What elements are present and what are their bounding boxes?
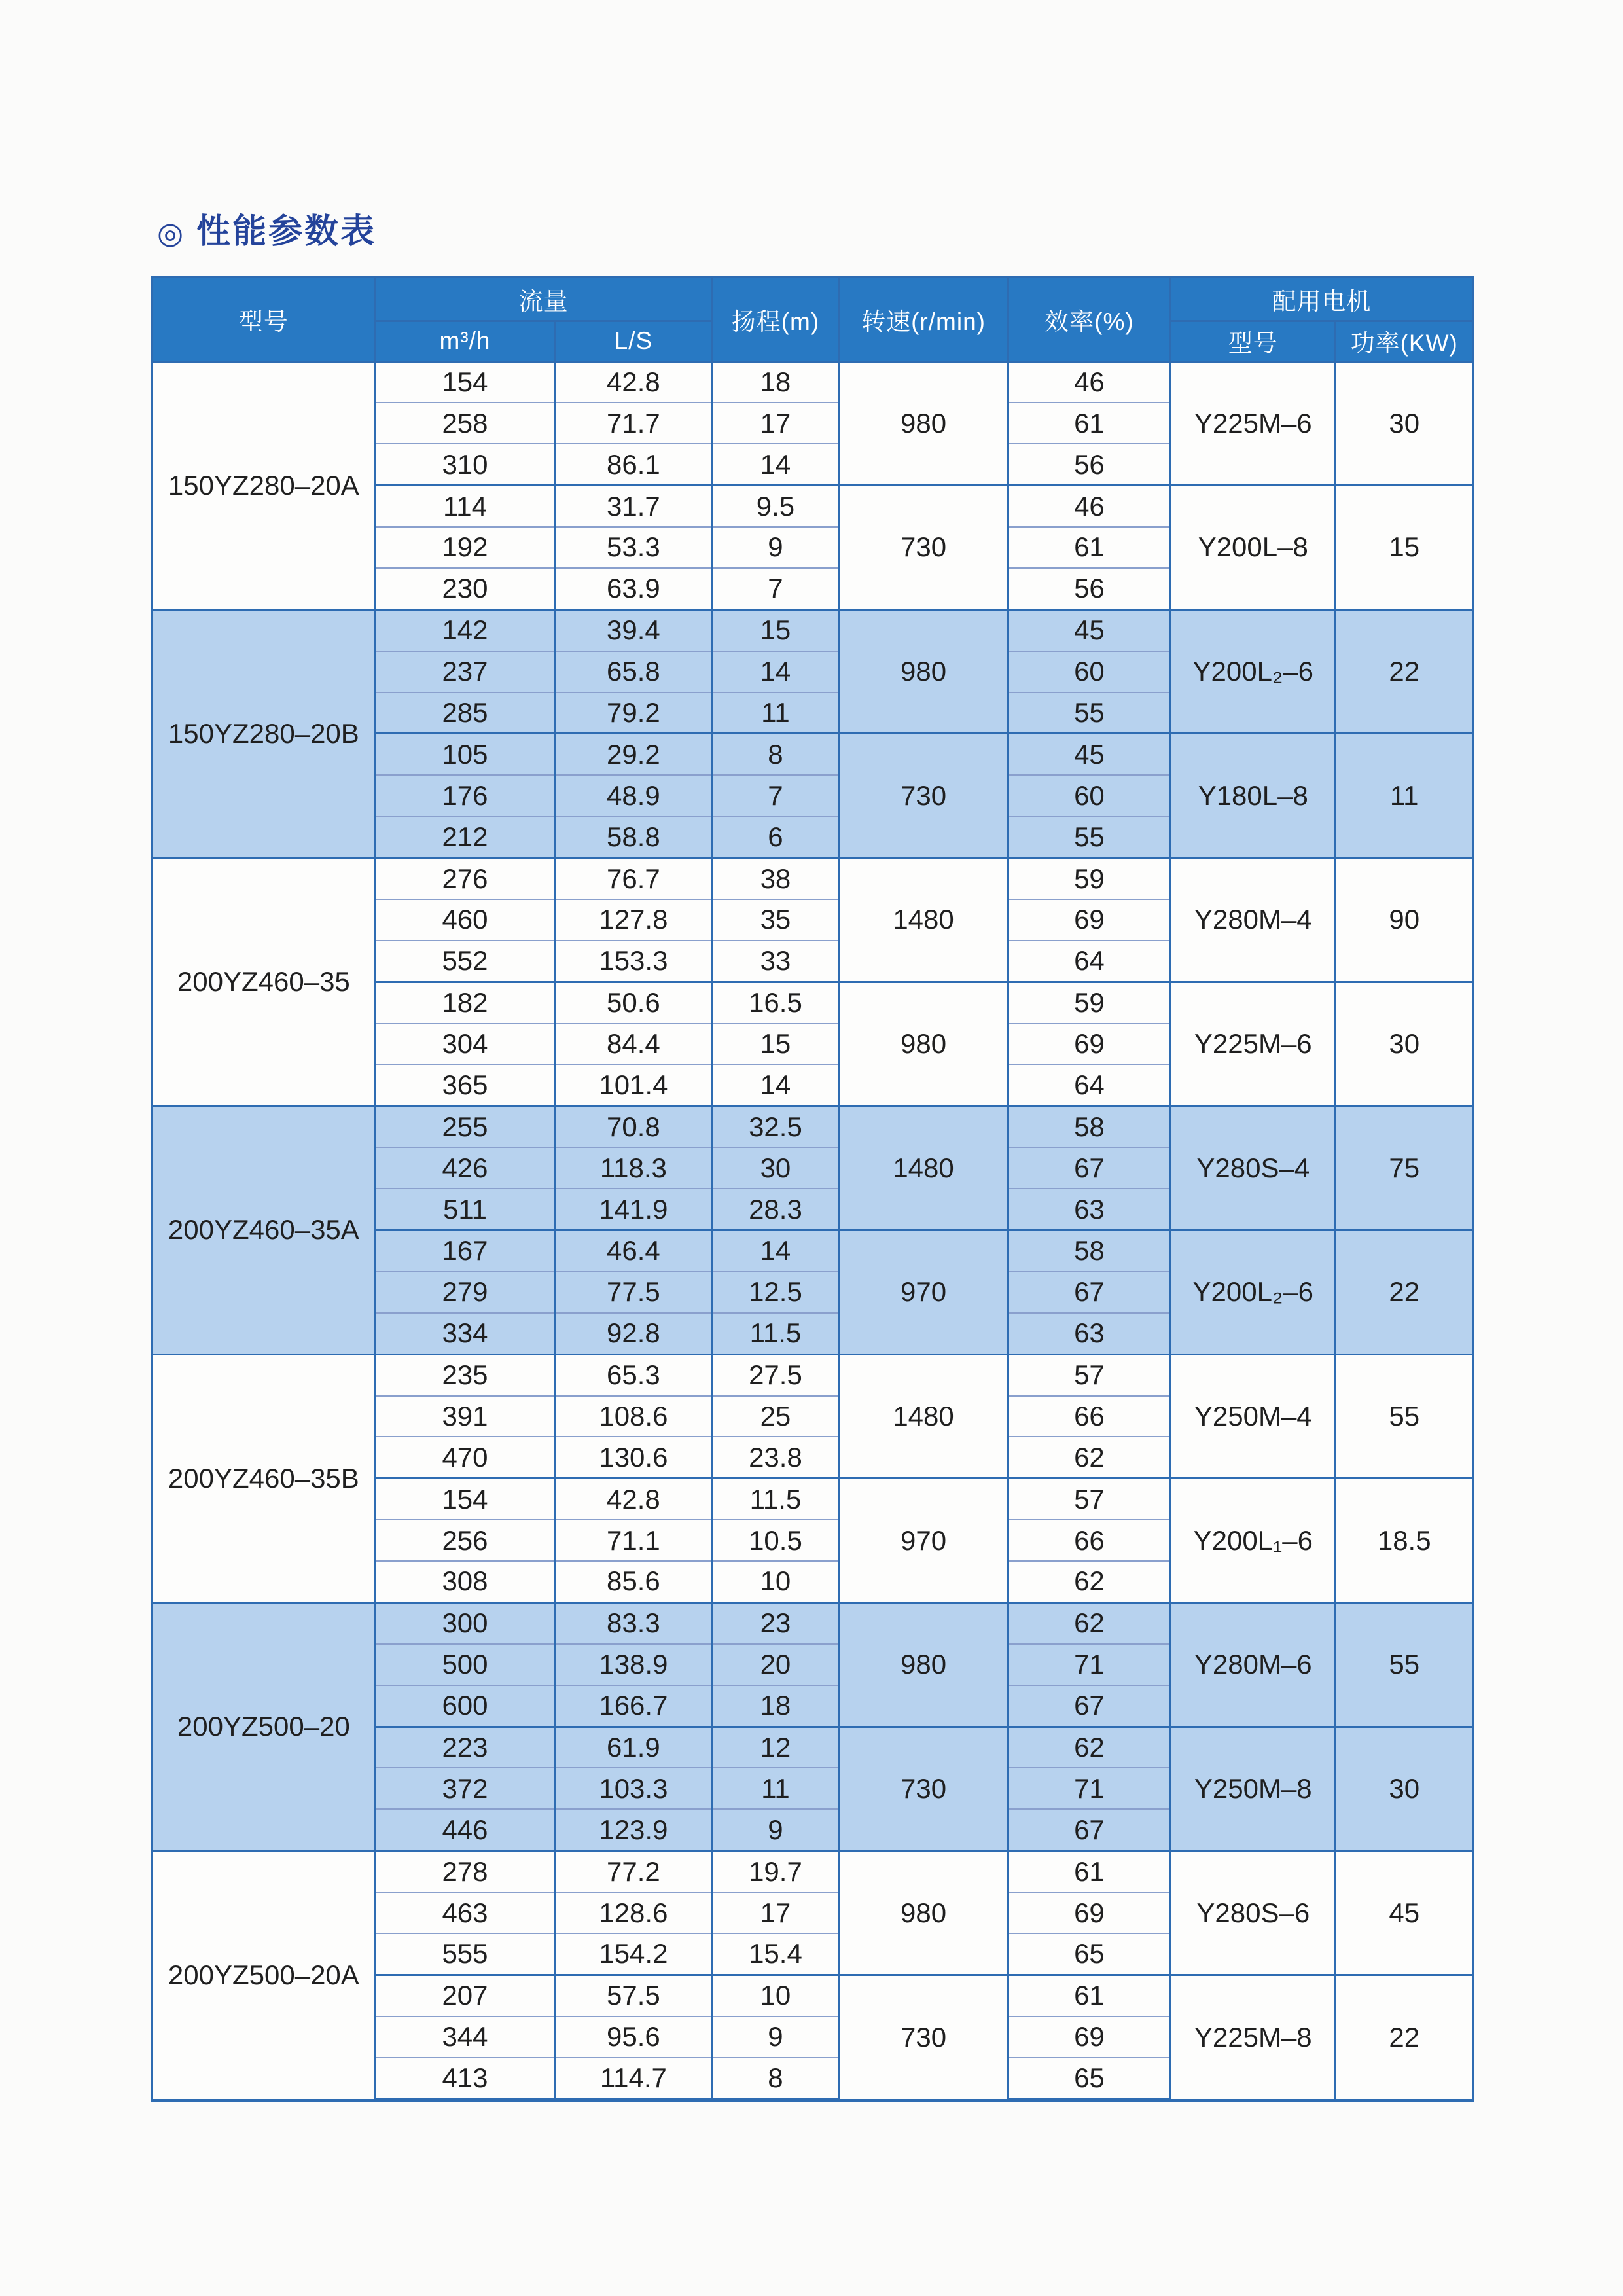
cell-efficiency: 60 [1008,651,1170,692]
cell-efficiency: 46 [1008,361,1170,403]
cell-speed: 980 [839,982,1008,1106]
cell-head: 27.5 [712,1354,839,1395]
performance-parameter-table [151,276,1474,2102]
cell-head: 20 [712,1644,839,1685]
cell-head: 10 [712,1561,839,1602]
cell-flow-m3h: 470 [375,1437,555,1478]
cell-flow-m3h: 235 [375,1354,555,1395]
cell-flow-ls: 141.9 [555,1189,712,1230]
cell-flow-ls: 53.3 [555,527,712,568]
cell-head: 18 [712,361,839,403]
cell-efficiency: 64 [1008,941,1170,982]
cell-efficiency: 62 [1008,1602,1170,1643]
cell-flow-m3h: 230 [375,568,555,609]
cell-flow-m3h: 255 [375,1106,555,1147]
cell-flow-ls: 108.6 [555,1396,712,1437]
cell-flow-ls: 84.4 [555,1024,712,1065]
cell-efficiency: 64 [1008,1064,1170,1105]
cell-flow-ls: 95.6 [555,2017,712,2058]
cell-head: 7 [712,568,839,609]
cell-head: 11 [712,1768,839,1809]
cell-flow-ls: 153.3 [555,941,712,982]
cell-flow-ls: 29.2 [555,734,712,775]
cell-flow-m3h: 365 [375,1064,555,1105]
cell-flow-m3h: 256 [375,1520,555,1561]
cell-flow-m3h: 212 [375,816,555,857]
cell-head: 10 [712,1975,839,2016]
cell-flow-ls: 46.4 [555,1230,712,1271]
cell-speed: 730 [839,1727,1008,1851]
col-header-head: 扬程(m) [712,277,839,361]
cell-flow-m3h: 154 [375,361,555,403]
cell-head: 30 [712,1147,839,1189]
cell-speed: 730 [839,1975,1008,2100]
cell-head: 23 [712,1602,839,1643]
cell-head: 12.5 [712,1272,839,1313]
cell-flow-m3h: 223 [375,1727,555,1768]
cell-flow-m3h: 258 [375,403,555,444]
cell-motor-power: 15 [1336,486,1473,610]
cell-efficiency: 66 [1008,1396,1170,1437]
cell-motor-power: 55 [1336,1354,1473,1479]
cell-speed: 980 [839,361,1008,486]
cell-flow-m3h: 334 [375,1313,555,1354]
cell-head: 32.5 [712,1106,839,1147]
cell-pump-model: 200YZ500–20A [152,1851,375,2100]
cell-head: 6 [712,816,839,857]
cell-flow-m3h: 300 [375,1602,555,1643]
cell-flow-ls: 118.3 [555,1147,712,1189]
cell-efficiency: 67 [1008,1147,1170,1189]
cell-head: 19.7 [712,1851,839,1892]
cell-motor-model: Y200L₂–6 [1171,609,1336,734]
cell-flow-m3h: 511 [375,1189,555,1230]
page-title-text: 性能参数表 [196,213,377,251]
cell-head: 11.5 [712,1313,839,1354]
cell-head: 9 [712,527,839,568]
cell-pump-model: 150YZ280–20A [152,361,375,609]
cell-head: 18 [712,1685,839,1727]
cell-efficiency: 60 [1008,775,1170,816]
col-header-motor-power: 功率(KW) [1336,321,1473,361]
cell-flow-ls: 127.8 [555,899,712,941]
table-header [152,277,1473,361]
col-header-flow: 流量 [375,277,712,321]
cell-flow-ls: 61.9 [555,1727,712,1768]
cell-efficiency: 46 [1008,486,1170,527]
cell-speed: 980 [839,1851,1008,1975]
cell-efficiency: 61 [1008,1975,1170,2016]
cell-motor-model: Y180L–8 [1171,734,1336,858]
cell-flow-ls: 79.2 [555,692,712,734]
cell-speed: 1480 [839,1354,1008,1479]
cell-head: 14 [712,651,839,692]
col-header-flow-ls: L/S [555,321,712,361]
cell-flow-m3h: 285 [375,692,555,734]
cell-motor-model: Y250M–4 [1171,1354,1336,1479]
cell-motor-power: 75 [1336,1106,1473,1230]
cell-flow-m3h: 237 [375,651,555,692]
cell-head: 8 [712,734,839,775]
cell-motor-power: 11 [1336,734,1473,858]
cell-head: 11 [712,692,839,734]
cell-efficiency: 63 [1008,1189,1170,1230]
cell-flow-ls: 42.8 [555,361,712,403]
cell-motor-power: 22 [1336,1975,1473,2100]
cell-flow-m3h: 154 [375,1479,555,1520]
cell-pump-model: 200YZ460–35B [152,1354,375,1602]
cell-flow-m3h: 167 [375,1230,555,1271]
cell-efficiency: 57 [1008,1354,1170,1395]
page-title [157,215,376,249]
table-body [152,361,1473,2100]
cell-speed: 980 [839,1602,1008,1727]
cell-efficiency: 57 [1008,1479,1170,1520]
table-row [152,1354,1473,1395]
cell-motor-model: Y250M–8 [1171,1727,1336,1851]
table-row [152,1106,1473,1147]
cell-head: 14 [712,444,839,485]
cell-efficiency: 62 [1008,1727,1170,1768]
cell-efficiency: 61 [1008,527,1170,568]
cell-efficiency: 61 [1008,1851,1170,1892]
cell-head: 9 [712,1809,839,1850]
cell-flow-ls: 65.3 [555,1354,712,1395]
col-header-motor: 配用电机 [1171,277,1473,321]
cell-head: 25 [712,1396,839,1437]
table-row [152,361,1473,403]
cell-motor-model: Y200L–8 [1171,486,1336,610]
cell-flow-ls: 39.4 [555,609,712,651]
cell-efficiency: 55 [1008,692,1170,734]
cell-efficiency: 71 [1008,1644,1170,1685]
cell-motor-power: 30 [1336,361,1473,486]
cell-flow-m3h: 391 [375,1396,555,1437]
cell-motor-model: Y280M–6 [1171,1602,1336,1727]
col-header-model: 型号 [152,277,375,361]
col-header-motor-model: 型号 [1171,321,1336,361]
cell-head: 23.8 [712,1437,839,1478]
cell-flow-m3h: 278 [375,1851,555,1892]
cell-head: 17 [712,403,839,444]
cell-speed: 730 [839,486,1008,610]
cell-flow-m3h: 413 [375,2058,555,2100]
table-row [152,1602,1473,1643]
cell-flow-ls: 123.9 [555,1809,712,1850]
cell-flow-m3h: 114 [375,486,555,527]
cell-head: 11.5 [712,1479,839,1520]
cell-motor-power: 90 [1336,858,1473,982]
cell-flow-m3h: 304 [375,1024,555,1065]
cell-flow-ls: 92.8 [555,1313,712,1354]
cell-head: 16.5 [712,982,839,1023]
table-row [152,609,1473,651]
cell-speed: 1480 [839,1106,1008,1230]
cell-flow-ls: 57.5 [555,1975,712,2016]
cell-flow-ls: 103.3 [555,1768,712,1809]
table-row [152,858,1473,899]
cell-pump-model: 200YZ500–20 [152,1602,375,1850]
col-header-speed: 转速(r/min) [839,277,1008,361]
col-header-flow-m3h: m³/h [375,321,555,361]
cell-flow-ls: 130.6 [555,1437,712,1478]
cell-flow-m3h: 308 [375,1561,555,1602]
cell-flow-m3h: 105 [375,734,555,775]
cell-head: 28.3 [712,1189,839,1230]
cell-flow-m3h: 372 [375,1768,555,1809]
cell-flow-ls: 138.9 [555,1644,712,1685]
cell-motor-power: 22 [1336,1230,1473,1354]
cell-flow-ls: 86.1 [555,444,712,485]
cell-flow-ls: 76.7 [555,858,712,899]
cell-flow-m3h: 279 [375,1272,555,1313]
cell-head: 12 [712,1727,839,1768]
cell-head: 14 [712,1230,839,1271]
cell-flow-ls: 77.2 [555,1851,712,1892]
cell-motor-power: 18.5 [1336,1479,1473,1603]
cell-flow-m3h: 344 [375,2017,555,2058]
cell-efficiency: 63 [1008,1313,1170,1354]
cell-flow-ls: 50.6 [555,982,712,1023]
cell-flow-ls: 166.7 [555,1685,712,1727]
cell-efficiency: 62 [1008,1561,1170,1602]
cell-flow-m3h: 552 [375,941,555,982]
cell-flow-ls: 128.6 [555,1892,712,1933]
cell-motor-model: Y280M–4 [1171,858,1336,982]
cell-flow-m3h: 276 [375,858,555,899]
cell-flow-ls: 48.9 [555,775,712,816]
cell-efficiency: 61 [1008,403,1170,444]
cell-motor-model: Y225M–6 [1171,982,1336,1106]
cell-motor-power: 22 [1336,609,1473,734]
cell-motor-power: 45 [1336,1851,1473,1975]
cell-motor-model: Y280S–6 [1171,1851,1336,1975]
cell-flow-m3h: 310 [375,444,555,485]
cell-efficiency: 56 [1008,568,1170,609]
cell-motor-power: 30 [1336,1727,1473,1851]
cell-efficiency: 59 [1008,982,1170,1023]
cell-efficiency: 67 [1008,1685,1170,1727]
cell-flow-ls: 63.9 [555,568,712,609]
cell-flow-m3h: 446 [375,1809,555,1850]
cell-flow-m3h: 600 [375,1685,555,1727]
cell-flow-ls: 31.7 [555,486,712,527]
cell-motor-power: 55 [1336,1602,1473,1727]
cell-efficiency: 58 [1008,1230,1170,1271]
cell-head: 33 [712,941,839,982]
cell-flow-m3h: 182 [375,982,555,1023]
cell-flow-ls: 85.6 [555,1561,712,1602]
cell-head: 38 [712,858,839,899]
cell-flow-ls: 65.8 [555,651,712,692]
cell-efficiency: 45 [1008,609,1170,651]
cell-efficiency: 59 [1008,858,1170,899]
cell-speed: 970 [839,1479,1008,1603]
cell-flow-m3h: 500 [375,1644,555,1685]
cell-efficiency: 55 [1008,816,1170,857]
cell-motor-model: Y225M–6 [1171,361,1336,486]
cell-head: 10.5 [712,1520,839,1561]
cell-efficiency: 56 [1008,444,1170,485]
cell-flow-ls: 71.7 [555,403,712,444]
cell-speed: 970 [839,1230,1008,1354]
cell-head: 8 [712,2058,839,2100]
cell-efficiency: 65 [1008,2058,1170,2100]
cell-flow-ls: 58.8 [555,816,712,857]
cell-motor-model: Y280S–4 [1171,1106,1336,1230]
cell-pump-model: 200YZ460–35A [152,1106,375,1354]
cell-pump-model: 150YZ280–20B [152,609,375,857]
cell-head: 15.4 [712,1933,839,1975]
cell-efficiency: 69 [1008,899,1170,941]
cell-efficiency: 45 [1008,734,1170,775]
cell-head: 35 [712,899,839,941]
cell-efficiency: 67 [1008,1809,1170,1850]
cell-efficiency: 69 [1008,1024,1170,1065]
cell-flow-m3h: 176 [375,775,555,816]
cell-efficiency: 66 [1008,1520,1170,1561]
cell-efficiency: 69 [1008,2017,1170,2058]
cell-flow-m3h: 192 [375,527,555,568]
cell-flow-ls: 114.7 [555,2058,712,2100]
cell-head: 15 [712,1024,839,1065]
cell-speed: 730 [839,734,1008,858]
cell-pump-model: 200YZ460–35 [152,858,375,1106]
cell-motor-model: Y225M–8 [1171,1975,1336,2100]
col-header-efficiency: 效率(%) [1008,277,1170,361]
cell-speed: 980 [839,609,1008,734]
cell-efficiency: 58 [1008,1106,1170,1147]
cell-flow-m3h: 463 [375,1892,555,1933]
cell-flow-m3h: 555 [375,1933,555,1975]
cell-motor-power: 30 [1336,982,1473,1106]
cell-efficiency: 65 [1008,1933,1170,1975]
cell-flow-m3h: 426 [375,1147,555,1189]
cell-head: 9.5 [712,486,839,527]
cell-head: 14 [712,1064,839,1105]
cell-flow-ls: 70.8 [555,1106,712,1147]
bullseye-icon: ◎ [157,216,184,250]
cell-flow-ls: 83.3 [555,1602,712,1643]
cell-efficiency: 71 [1008,1768,1170,1809]
cell-flow-m3h: 460 [375,899,555,941]
cell-head: 9 [712,2017,839,2058]
cell-flow-ls: 42.8 [555,1479,712,1520]
cell-flow-ls: 101.4 [555,1064,712,1105]
cell-motor-model: Y200L₁–6 [1171,1479,1336,1603]
cell-efficiency: 69 [1008,1892,1170,1933]
cell-efficiency: 67 [1008,1272,1170,1313]
cell-flow-m3h: 207 [375,1975,555,2016]
cell-head: 17 [712,1892,839,1933]
cell-efficiency: 62 [1008,1437,1170,1478]
table-row [152,1851,1473,1892]
cell-flow-ls: 154.2 [555,1933,712,1975]
cell-flow-ls: 77.5 [555,1272,712,1313]
cell-head: 7 [712,775,839,816]
cell-speed: 1480 [839,858,1008,982]
cell-flow-m3h: 142 [375,609,555,651]
cell-motor-model: Y200L₂–6 [1171,1230,1336,1354]
cell-head: 15 [712,609,839,651]
cell-flow-ls: 71.1 [555,1520,712,1561]
